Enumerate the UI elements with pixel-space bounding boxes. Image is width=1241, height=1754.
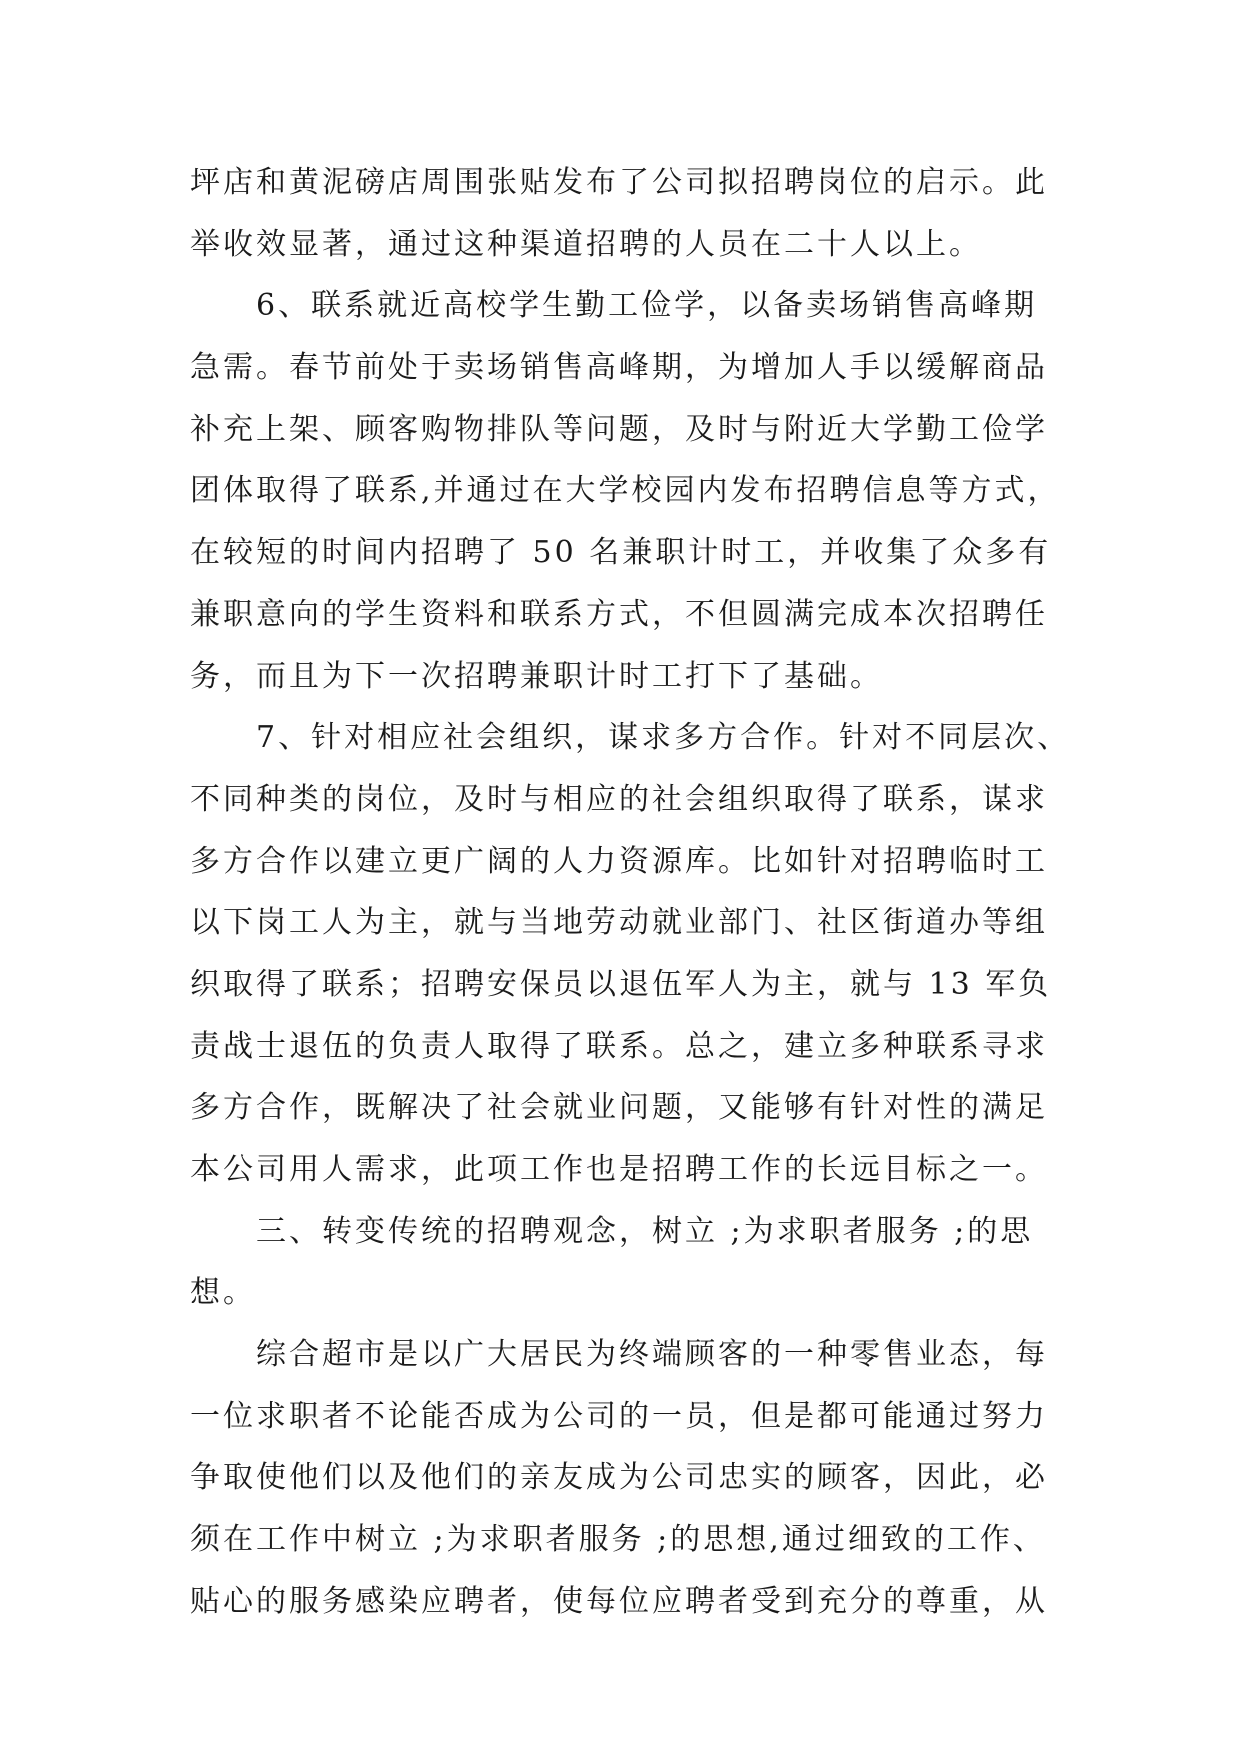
text-line: 一位求职者不论能否成为公司的一员，但是都可能通过努力	[190, 1398, 1048, 1434]
text-line: 多方合作，既解决了社会就业问题，又能够有针对性的满足	[190, 1090, 1048, 1126]
text-line: 须在工作中树立 ;为求职者服务 ;的思想,通过细致的工作、	[190, 1522, 1046, 1558]
item-6-first-line: 6、联系就近高校学生勤工俭学，以备卖场销售高峰期	[256, 288, 1038, 324]
item-7-first-line: 7、针对相应社会组织，谋求多方合作。针对不同层次、	[256, 720, 1071, 756]
text-line: 多方合作以建立更广阔的人力资源库。比如针对招聘临时工	[190, 843, 1048, 879]
text-line: 责战士退伍的负责人取得了联系。总之，建立多种联系寻求	[190, 1028, 1048, 1064]
text-line: 织取得了联系；招聘安保员以退伍军人为主，就与 13 军负	[190, 966, 1052, 1002]
text-line: 贴心的服务感染应聘者，使每位应聘者受到充分的尊重，从	[190, 1583, 1048, 1619]
text-line: 补充上架、顾客购物排队等问题，及时与附近大学勤工俭学	[190, 411, 1048, 447]
text-line: 务，而且为下一次招聘兼职计时工打下了基础。	[190, 658, 883, 694]
document-body	[190, 158, 1070, 1639]
text-line: 争取使他们以及他们的亲友成为公司忠实的顾客，因此，必	[190, 1460, 1048, 1496]
text-line: 坪店和黄泥磅店周围张贴发布了公司拟招聘岗位的启示。此	[190, 165, 1048, 200]
section-3-heading: 三、转变传统的招聘观念，树立 ;为求职者服务 ;的思	[256, 1213, 1034, 1249]
text-line: 急需。春节前处于卖场销售高峰期，为增加人手以缓解商品	[190, 350, 1048, 386]
text-line: 本公司用人需求，此项工作也是招聘工作的长远目标之一。	[190, 1152, 1048, 1187]
text-line: 团体取得了联系,并通过在大学校园内发布招聘信息等方式，	[190, 473, 1061, 509]
text-line: 不同种类的岗位，及时与相应的社会组织取得了联系，谋求	[190, 781, 1048, 817]
text-line: 举收效显著，通过这种渠道招聘的人员在二十人以上。	[190, 226, 982, 262]
text-line: 以下岗工人为主，就与当地劳动就业部门、社区街道办等组	[190, 905, 1048, 941]
section-3-heading-continued: 想。	[190, 1275, 256, 1311]
text-line: 兼职意向的学生资料和联系方式，不但圆满完成本次招聘任	[190, 596, 1048, 632]
text-line: 在较短的时间内招聘了 50 名兼职计时工，并收集了众多有	[190, 535, 1052, 571]
paragraph-first-line: 综合超市是以广大居民为终端顾客的一种零售业态，每	[256, 1337, 1048, 1373]
